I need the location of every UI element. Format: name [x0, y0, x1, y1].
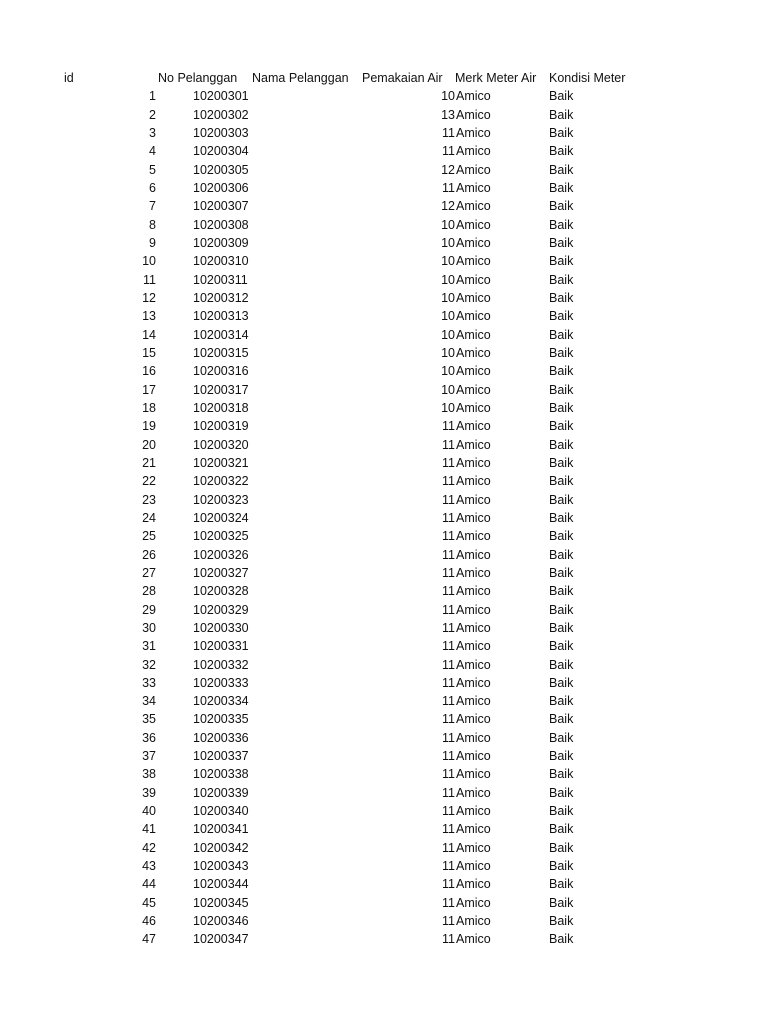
- cell-pemakaian-air: 11: [442, 749, 455, 764]
- table-row: [0, 289, 768, 307]
- table-row: [0, 857, 768, 875]
- table-row: [0, 216, 768, 234]
- cell-pemakaian-air: 11: [442, 144, 455, 159]
- cell-merk-meter-air: Amico: [456, 932, 491, 947]
- cell-id: 38: [142, 767, 156, 782]
- table-row: [0, 399, 768, 417]
- cell-pemakaian-air: 10: [441, 345, 455, 360]
- cell-id: 18: [142, 400, 156, 415]
- cell-no-pelanggan: 10200345: [193, 895, 249, 910]
- table-row: [0, 234, 768, 252]
- table-row: [0, 197, 768, 215]
- cell-kondisi-meter: Baik: [549, 400, 574, 415]
- cell-no-pelanggan: 10200341: [193, 822, 249, 837]
- cell-merk-meter-air: Amico: [456, 364, 491, 379]
- table-row: [0, 527, 768, 545]
- cell-id: 6: [149, 180, 156, 195]
- table-row: [0, 582, 768, 600]
- cell-id: 32: [142, 657, 156, 672]
- cell-merk-meter-air: Amico: [456, 767, 491, 782]
- cell-pemakaian-air: 13: [441, 107, 455, 122]
- cell-id: 30: [142, 620, 156, 635]
- cell-id: 36: [142, 730, 156, 745]
- cell-no-pelanggan: 10200315: [193, 345, 249, 360]
- cell-kondisi-meter: Baik: [549, 822, 574, 837]
- cell-id: 35: [142, 712, 156, 727]
- table-row: [0, 784, 768, 802]
- cell-merk-meter-air: Amico: [456, 877, 491, 892]
- cell-no-pelanggan: 10200312: [193, 290, 249, 305]
- cell-no-pelanggan: 10200331: [193, 639, 249, 654]
- cell-id: 15: [142, 345, 156, 360]
- table-row: [0, 839, 768, 857]
- cell-kondisi-meter: Baik: [549, 529, 574, 544]
- cell-id: 14: [142, 327, 156, 342]
- table-row: [0, 656, 768, 674]
- cell-pemakaian-air: 11: [442, 419, 455, 434]
- cell-no-pelanggan: 10200334: [193, 694, 249, 709]
- table-row: [0, 252, 768, 270]
- cell-kondisi-meter: Baik: [549, 730, 574, 745]
- cell-pemakaian-air: 11: [442, 620, 455, 635]
- cell-kondisi-meter: Baik: [549, 510, 574, 525]
- cell-kondisi-meter: Baik: [549, 639, 574, 654]
- cell-no-pelanggan: 10200307: [193, 199, 249, 214]
- cell-id: 9: [149, 235, 156, 250]
- table-row: [0, 472, 768, 490]
- cell-id: 29: [142, 602, 156, 617]
- cell-id: 19: [142, 419, 156, 434]
- cell-no-pelanggan: 10200304: [193, 144, 249, 159]
- cell-no-pelanggan: 10200320: [193, 437, 249, 452]
- cell-pemakaian-air: 11: [442, 859, 455, 874]
- cell-merk-meter-air: Amico: [456, 290, 491, 305]
- cell-kondisi-meter: Baik: [549, 217, 574, 232]
- cell-pemakaian-air: 11: [442, 657, 455, 672]
- cell-merk-meter-air: Amico: [456, 327, 491, 342]
- table-body: [0, 87, 768, 948]
- cell-kondisi-meter: Baik: [549, 290, 574, 305]
- cell-kondisi-meter: Baik: [549, 620, 574, 635]
- cell-no-pelanggan: 10200337: [193, 749, 249, 764]
- cell-merk-meter-air: Amico: [456, 309, 491, 324]
- cell-merk-meter-air: Amico: [456, 840, 491, 855]
- cell-kondisi-meter: Baik: [549, 840, 574, 855]
- cell-no-pelanggan: 10200340: [193, 804, 249, 819]
- cell-kondisi-meter: Baik: [549, 657, 574, 672]
- cell-id: 34: [142, 694, 156, 709]
- cell-pemakaian-air: 10: [441, 272, 455, 287]
- table-row: [0, 674, 768, 692]
- cell-merk-meter-air: Amico: [456, 584, 491, 599]
- cell-kondisi-meter: Baik: [549, 712, 574, 727]
- cell-kondisi-meter: Baik: [549, 89, 574, 104]
- cell-kondisi-meter: Baik: [549, 107, 574, 122]
- cell-merk-meter-air: Amico: [456, 859, 491, 874]
- cell-merk-meter-air: Amico: [456, 730, 491, 745]
- cell-no-pelanggan: 10200346: [193, 914, 249, 929]
- cell-id: 4: [149, 144, 156, 159]
- cell-kondisi-meter: Baik: [549, 419, 574, 434]
- cell-no-pelanggan: 10200305: [193, 162, 249, 177]
- cell-no-pelanggan: 10200332: [193, 657, 249, 672]
- cell-merk-meter-air: Amico: [456, 712, 491, 727]
- cell-merk-meter-air: Amico: [456, 382, 491, 397]
- cell-no-pelanggan: 10200301: [193, 89, 249, 104]
- cell-no-pelanggan: 10200329: [193, 602, 249, 617]
- cell-id: 31: [142, 639, 156, 654]
- cell-kondisi-meter: Baik: [549, 767, 574, 782]
- cell-pemakaian-air: 11: [442, 804, 455, 819]
- cell-pemakaian-air: 10: [441, 235, 455, 250]
- cell-pemakaian-air: 10: [441, 290, 455, 305]
- cell-id: 44: [142, 877, 156, 892]
- header-merk-meter-air: Merk Meter Air: [455, 71, 537, 85]
- cell-kondisi-meter: Baik: [549, 932, 574, 947]
- cell-id: 11: [143, 272, 156, 287]
- cell-no-pelanggan: 10200327: [193, 565, 249, 580]
- cell-merk-meter-air: Amico: [456, 345, 491, 360]
- table-row: [0, 124, 768, 142]
- cell-id: 2: [149, 107, 156, 122]
- cell-kondisi-meter: Baik: [549, 162, 574, 177]
- table-row: [0, 546, 768, 564]
- cell-kondisi-meter: Baik: [549, 309, 574, 324]
- cell-merk-meter-air: Amico: [456, 749, 491, 764]
- cell-kondisi-meter: Baik: [549, 565, 574, 580]
- cell-kondisi-meter: Baik: [549, 547, 574, 562]
- table-row: [0, 875, 768, 893]
- cell-merk-meter-air: Amico: [456, 620, 491, 635]
- cell-no-pelanggan: 10200347: [193, 932, 249, 947]
- cell-kondisi-meter: Baik: [549, 345, 574, 360]
- header-no-pelanggan: No Pelanggan: [158, 71, 238, 85]
- cell-merk-meter-air: Amico: [456, 272, 491, 287]
- cell-pemakaian-air: 11: [442, 712, 455, 727]
- cell-merk-meter-air: Amico: [456, 254, 491, 269]
- cell-kondisi-meter: Baik: [549, 327, 574, 342]
- cell-no-pelanggan: 10200313: [193, 309, 249, 324]
- cell-kondisi-meter: Baik: [549, 602, 574, 617]
- cell-merk-meter-air: Amico: [456, 895, 491, 910]
- cell-merk-meter-air: Amico: [456, 474, 491, 489]
- header-kondisi-meter: Kondisi Meter: [549, 71, 626, 85]
- cell-merk-meter-air: Amico: [456, 455, 491, 470]
- cell-pemakaian-air: 11: [442, 584, 455, 599]
- cell-pemakaian-air: 11: [442, 492, 455, 507]
- cell-pemakaian-air: 11: [442, 675, 455, 690]
- cell-kondisi-meter: Baik: [549, 859, 574, 874]
- cell-id: 1: [149, 89, 156, 104]
- table-row: [0, 912, 768, 930]
- cell-id: 46: [142, 914, 156, 929]
- cell-kondisi-meter: Baik: [549, 382, 574, 397]
- cell-merk-meter-air: Amico: [456, 107, 491, 122]
- header-nama-pelanggan: Nama Pelanggan: [252, 71, 349, 85]
- cell-pemakaian-air: 10: [441, 254, 455, 269]
- cell-pemakaian-air: 11: [442, 455, 455, 470]
- cell-id: 39: [142, 785, 156, 800]
- cell-merk-meter-air: Amico: [456, 199, 491, 214]
- cell-id: 3: [149, 125, 156, 140]
- cell-no-pelanggan: 10200323: [193, 492, 249, 507]
- cell-id: 25: [142, 529, 156, 544]
- cell-pemakaian-air: 10: [441, 364, 455, 379]
- table-row: [0, 710, 768, 728]
- cell-pemakaian-air: 11: [442, 529, 455, 544]
- table-row: [0, 271, 768, 289]
- cell-no-pelanggan: 10200316: [193, 364, 249, 379]
- cell-pemakaian-air: 11: [442, 932, 455, 947]
- cell-no-pelanggan: 10200330: [193, 620, 249, 635]
- cell-pemakaian-air: 11: [442, 180, 455, 195]
- table-row: [0, 601, 768, 619]
- cell-kondisi-meter: Baik: [549, 180, 574, 195]
- cell-pemakaian-air: 11: [442, 565, 455, 580]
- cell-no-pelanggan: 10200324: [193, 510, 249, 525]
- cell-merk-meter-air: Amico: [456, 785, 491, 800]
- cell-pemakaian-air: 11: [442, 895, 455, 910]
- cell-merk-meter-air: Amico: [456, 657, 491, 672]
- cell-pemakaian-air: 11: [442, 822, 455, 837]
- cell-no-pelanggan: 10200335: [193, 712, 249, 727]
- cell-id: 21: [142, 455, 156, 470]
- cell-kondisi-meter: Baik: [549, 272, 574, 287]
- cell-no-pelanggan: 10200318: [193, 400, 249, 415]
- cell-no-pelanggan: 10200303: [193, 125, 249, 140]
- cell-merk-meter-air: Amico: [456, 89, 491, 104]
- cell-no-pelanggan: 10200310: [193, 254, 249, 269]
- table-row: [0, 436, 768, 454]
- cell-id: 10: [142, 254, 156, 269]
- cell-pemakaian-air: 11: [442, 877, 455, 892]
- header-pemakaian-air: Pemakaian Air: [362, 71, 443, 85]
- cell-merk-meter-air: Amico: [456, 694, 491, 709]
- cell-merk-meter-air: Amico: [456, 565, 491, 580]
- cell-id: 13: [142, 309, 156, 324]
- cell-id: 8: [149, 217, 156, 232]
- cell-merk-meter-air: Amico: [456, 125, 491, 140]
- table-row: [0, 692, 768, 710]
- cell-pemakaian-air: 11: [442, 474, 455, 489]
- cell-pemakaian-air: 11: [442, 730, 455, 745]
- cell-no-pelanggan: 10200328: [193, 584, 249, 599]
- cell-id: 20: [142, 437, 156, 452]
- cell-id: 5: [149, 162, 156, 177]
- cell-kondisi-meter: Baik: [549, 492, 574, 507]
- cell-kondisi-meter: Baik: [549, 804, 574, 819]
- cell-kondisi-meter: Baik: [549, 437, 574, 452]
- cell-merk-meter-air: Amico: [456, 547, 491, 562]
- table-row: [0, 307, 768, 325]
- cell-merk-meter-air: Amico: [456, 675, 491, 690]
- cell-kondisi-meter: Baik: [549, 364, 574, 379]
- cell-no-pelanggan: 10200342: [193, 840, 249, 855]
- cell-id: 17: [142, 382, 156, 397]
- cell-no-pelanggan: 10200306: [193, 180, 249, 195]
- cell-no-pelanggan: 10200308: [193, 217, 249, 232]
- cell-kondisi-meter: Baik: [549, 914, 574, 929]
- table-row: [0, 894, 768, 912]
- table-row: [0, 729, 768, 747]
- cell-id: 23: [142, 492, 156, 507]
- cell-pemakaian-air: 11: [442, 510, 455, 525]
- header-row: [0, 69, 768, 87]
- cell-id: 33: [142, 675, 156, 690]
- cell-id: 40: [142, 804, 156, 819]
- table-row: [0, 509, 768, 527]
- cell-merk-meter-air: Amico: [456, 437, 491, 452]
- cell-no-pelanggan: 10200311: [193, 272, 248, 287]
- cell-kondisi-meter: Baik: [549, 785, 574, 800]
- cell-merk-meter-air: Amico: [456, 510, 491, 525]
- table-row: [0, 637, 768, 655]
- table-row: [0, 87, 768, 105]
- cell-id: 22: [142, 474, 156, 489]
- cell-id: 7: [149, 199, 156, 214]
- cell-pemakaian-air: 11: [442, 639, 455, 654]
- cell-pemakaian-air: 11: [442, 914, 455, 929]
- cell-pemakaian-air: 11: [442, 840, 455, 855]
- cell-no-pelanggan: 10200322: [193, 474, 249, 489]
- cell-no-pelanggan: 10200344: [193, 877, 249, 892]
- cell-no-pelanggan: 10200333: [193, 675, 249, 690]
- cell-no-pelanggan: 10200343: [193, 859, 249, 874]
- table-row: [0, 381, 768, 399]
- cell-id: 27: [142, 565, 156, 580]
- table-row: [0, 179, 768, 197]
- cell-merk-meter-air: Amico: [456, 235, 491, 250]
- table-row: [0, 820, 768, 838]
- cell-pemakaian-air: 12: [441, 199, 455, 214]
- cell-pemakaian-air: 10: [441, 89, 455, 104]
- cell-merk-meter-air: Amico: [456, 602, 491, 617]
- cell-kondisi-meter: Baik: [549, 694, 574, 709]
- customer-table: [0, 69, 768, 949]
- table-row: [0, 161, 768, 179]
- cell-no-pelanggan: 10200336: [193, 730, 249, 745]
- table-row: [0, 802, 768, 820]
- cell-no-pelanggan: 10200319: [193, 419, 249, 434]
- cell-pemakaian-air: 11: [442, 767, 455, 782]
- table-row: [0, 747, 768, 765]
- cell-no-pelanggan: 10200317: [193, 382, 249, 397]
- cell-kondisi-meter: Baik: [549, 877, 574, 892]
- cell-kondisi-meter: Baik: [549, 144, 574, 159]
- cell-no-pelanggan: 10200338: [193, 767, 249, 782]
- cell-pemakaian-air: 11: [442, 785, 455, 800]
- cell-id: 43: [142, 859, 156, 874]
- table-row: [0, 619, 768, 637]
- cell-merk-meter-air: Amico: [456, 144, 491, 159]
- table-row: [0, 362, 768, 380]
- cell-kondisi-meter: Baik: [549, 675, 574, 690]
- cell-no-pelanggan: 10200339: [193, 785, 249, 800]
- table-row: [0, 930, 768, 948]
- cell-pemakaian-air: 10: [441, 400, 455, 415]
- cell-no-pelanggan: 10200326: [193, 547, 249, 562]
- cell-id: 24: [142, 510, 156, 525]
- cell-id: 26: [142, 547, 156, 562]
- cell-merk-meter-air: Amico: [456, 162, 491, 177]
- cell-pemakaian-air: 11: [442, 602, 455, 617]
- cell-no-pelanggan: 10200302: [193, 107, 249, 122]
- cell-merk-meter-air: Amico: [456, 639, 491, 654]
- cell-kondisi-meter: Baik: [549, 584, 574, 599]
- cell-merk-meter-air: Amico: [456, 804, 491, 819]
- cell-pemakaian-air: 11: [442, 547, 455, 562]
- cell-no-pelanggan: 10200321: [193, 455, 249, 470]
- cell-id: 45: [142, 895, 156, 910]
- cell-kondisi-meter: Baik: [549, 125, 574, 140]
- cell-merk-meter-air: Amico: [456, 492, 491, 507]
- cell-pemakaian-air: 11: [442, 437, 455, 452]
- table-row: [0, 491, 768, 509]
- table-row: [0, 417, 768, 435]
- table-row: [0, 765, 768, 783]
- cell-merk-meter-air: Amico: [456, 419, 491, 434]
- table-row: [0, 326, 768, 344]
- cell-pemakaian-air: 10: [441, 327, 455, 342]
- cell-id: 42: [142, 840, 156, 855]
- cell-merk-meter-air: Amico: [456, 217, 491, 232]
- table-row: [0, 106, 768, 124]
- cell-pemakaian-air: 12: [441, 162, 455, 177]
- cell-merk-meter-air: Amico: [456, 529, 491, 544]
- cell-kondisi-meter: Baik: [549, 895, 574, 910]
- cell-pemakaian-air: 11: [442, 694, 455, 709]
- table-row: [0, 344, 768, 362]
- cell-kondisi-meter: Baik: [549, 749, 574, 764]
- cell-merk-meter-air: Amico: [456, 914, 491, 929]
- header-id: id: [64, 71, 74, 85]
- table-row: [0, 454, 768, 472]
- cell-id: 16: [142, 364, 156, 379]
- cell-no-pelanggan: 10200309: [193, 235, 249, 250]
- cell-id: 41: [142, 822, 156, 837]
- cell-pemakaian-air: 10: [441, 382, 455, 397]
- cell-pemakaian-air: 11: [442, 125, 455, 140]
- cell-no-pelanggan: 10200314: [193, 327, 249, 342]
- table-row: [0, 564, 768, 582]
- table-row: [0, 142, 768, 160]
- cell-kondisi-meter: Baik: [549, 455, 574, 470]
- cell-id: 12: [142, 290, 156, 305]
- cell-merk-meter-air: Amico: [456, 180, 491, 195]
- cell-kondisi-meter: Baik: [549, 474, 574, 489]
- cell-id: 47: [142, 932, 156, 947]
- cell-pemakaian-air: 10: [441, 309, 455, 324]
- cell-merk-meter-air: Amico: [456, 822, 491, 837]
- cell-kondisi-meter: Baik: [549, 254, 574, 269]
- cell-id: 28: [142, 584, 156, 599]
- cell-kondisi-meter: Baik: [549, 199, 574, 214]
- cell-merk-meter-air: Amico: [456, 400, 491, 415]
- cell-pemakaian-air: 10: [441, 217, 455, 232]
- cell-id: 37: [142, 749, 156, 764]
- cell-no-pelanggan: 10200325: [193, 529, 249, 544]
- cell-kondisi-meter: Baik: [549, 235, 574, 250]
